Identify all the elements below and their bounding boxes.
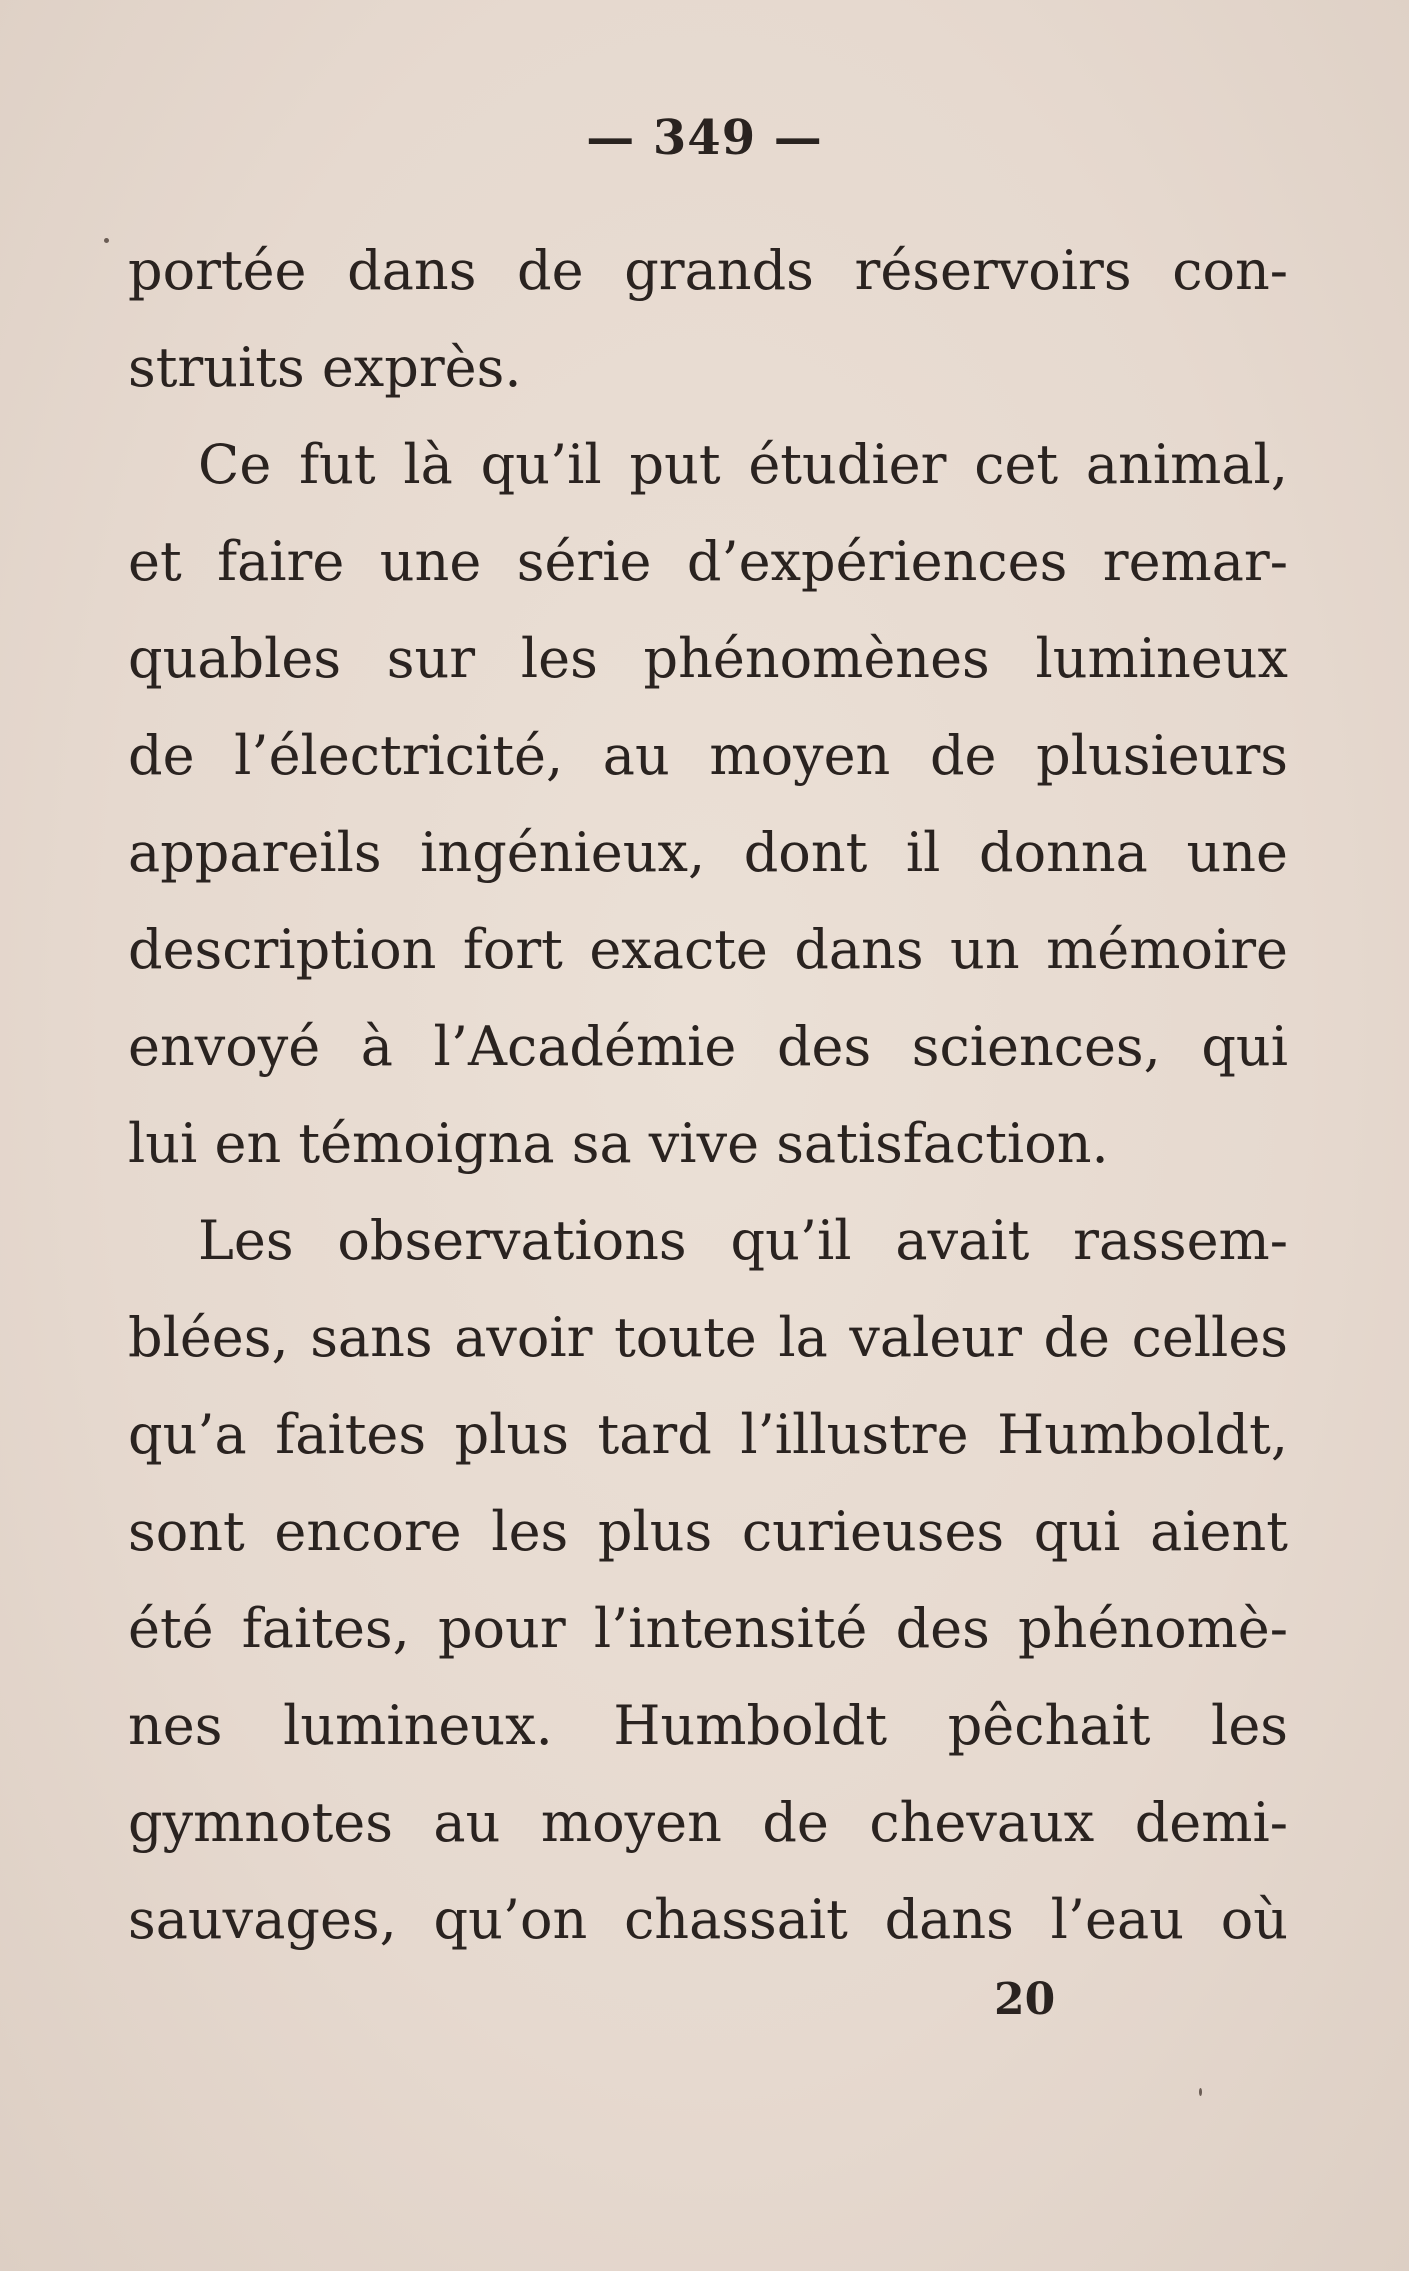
- text-line: de l’électricité, au moyen de plusieurs: [128, 724, 1288, 787]
- text-line: blées, sans avoir toute la valeur de celles: [128, 1306, 1288, 1369]
- text-line: Les observations qu’il avait rassem-: [198, 1209, 1288, 1272]
- text-line: description fort exacte dans un mémoire: [128, 918, 1288, 981]
- text-line: sauvages, qu’on chassait dans l’eau où: [128, 1888, 1288, 1951]
- body-text: [128, 222, 1288, 1968]
- paper-speck: [1199, 2088, 1202, 2096]
- text-line: quables sur les phénomènes lumineux: [128, 627, 1288, 690]
- text-line: nes lumineux. Humboldt pêchait les: [128, 1694, 1288, 1757]
- text-line: struits exprès.: [128, 336, 522, 399]
- page-number: — 349 —: [586, 110, 823, 166]
- signature-mark: 20: [994, 1974, 1056, 2025]
- text-line: Ce fut là qu’il put étudier cet animal,: [198, 433, 1288, 496]
- text-line: portée dans de grands réservoirs con-: [128, 239, 1288, 302]
- text-line: gymnotes au moyen de chevaux demi-: [128, 1791, 1288, 1854]
- text-line: envoyé à l’Académie des sciences, qui: [128, 1015, 1288, 1078]
- text-line: appareils ingénieux, dont il donna une: [128, 821, 1288, 884]
- paper-speck: [104, 238, 109, 243]
- text-line: qu’a faites plus tard l’illustre Humboldt,: [128, 1403, 1288, 1466]
- text-line: lui en témoigna sa vive satisfaction.: [128, 1112, 1109, 1175]
- text-line: et faire une série d’expériences remar-: [128, 530, 1288, 593]
- text-line: sont encore les plus curieuses qui aient: [128, 1500, 1288, 1563]
- text-line: été faites, pour l’intensité des phénomè-: [128, 1597, 1288, 1660]
